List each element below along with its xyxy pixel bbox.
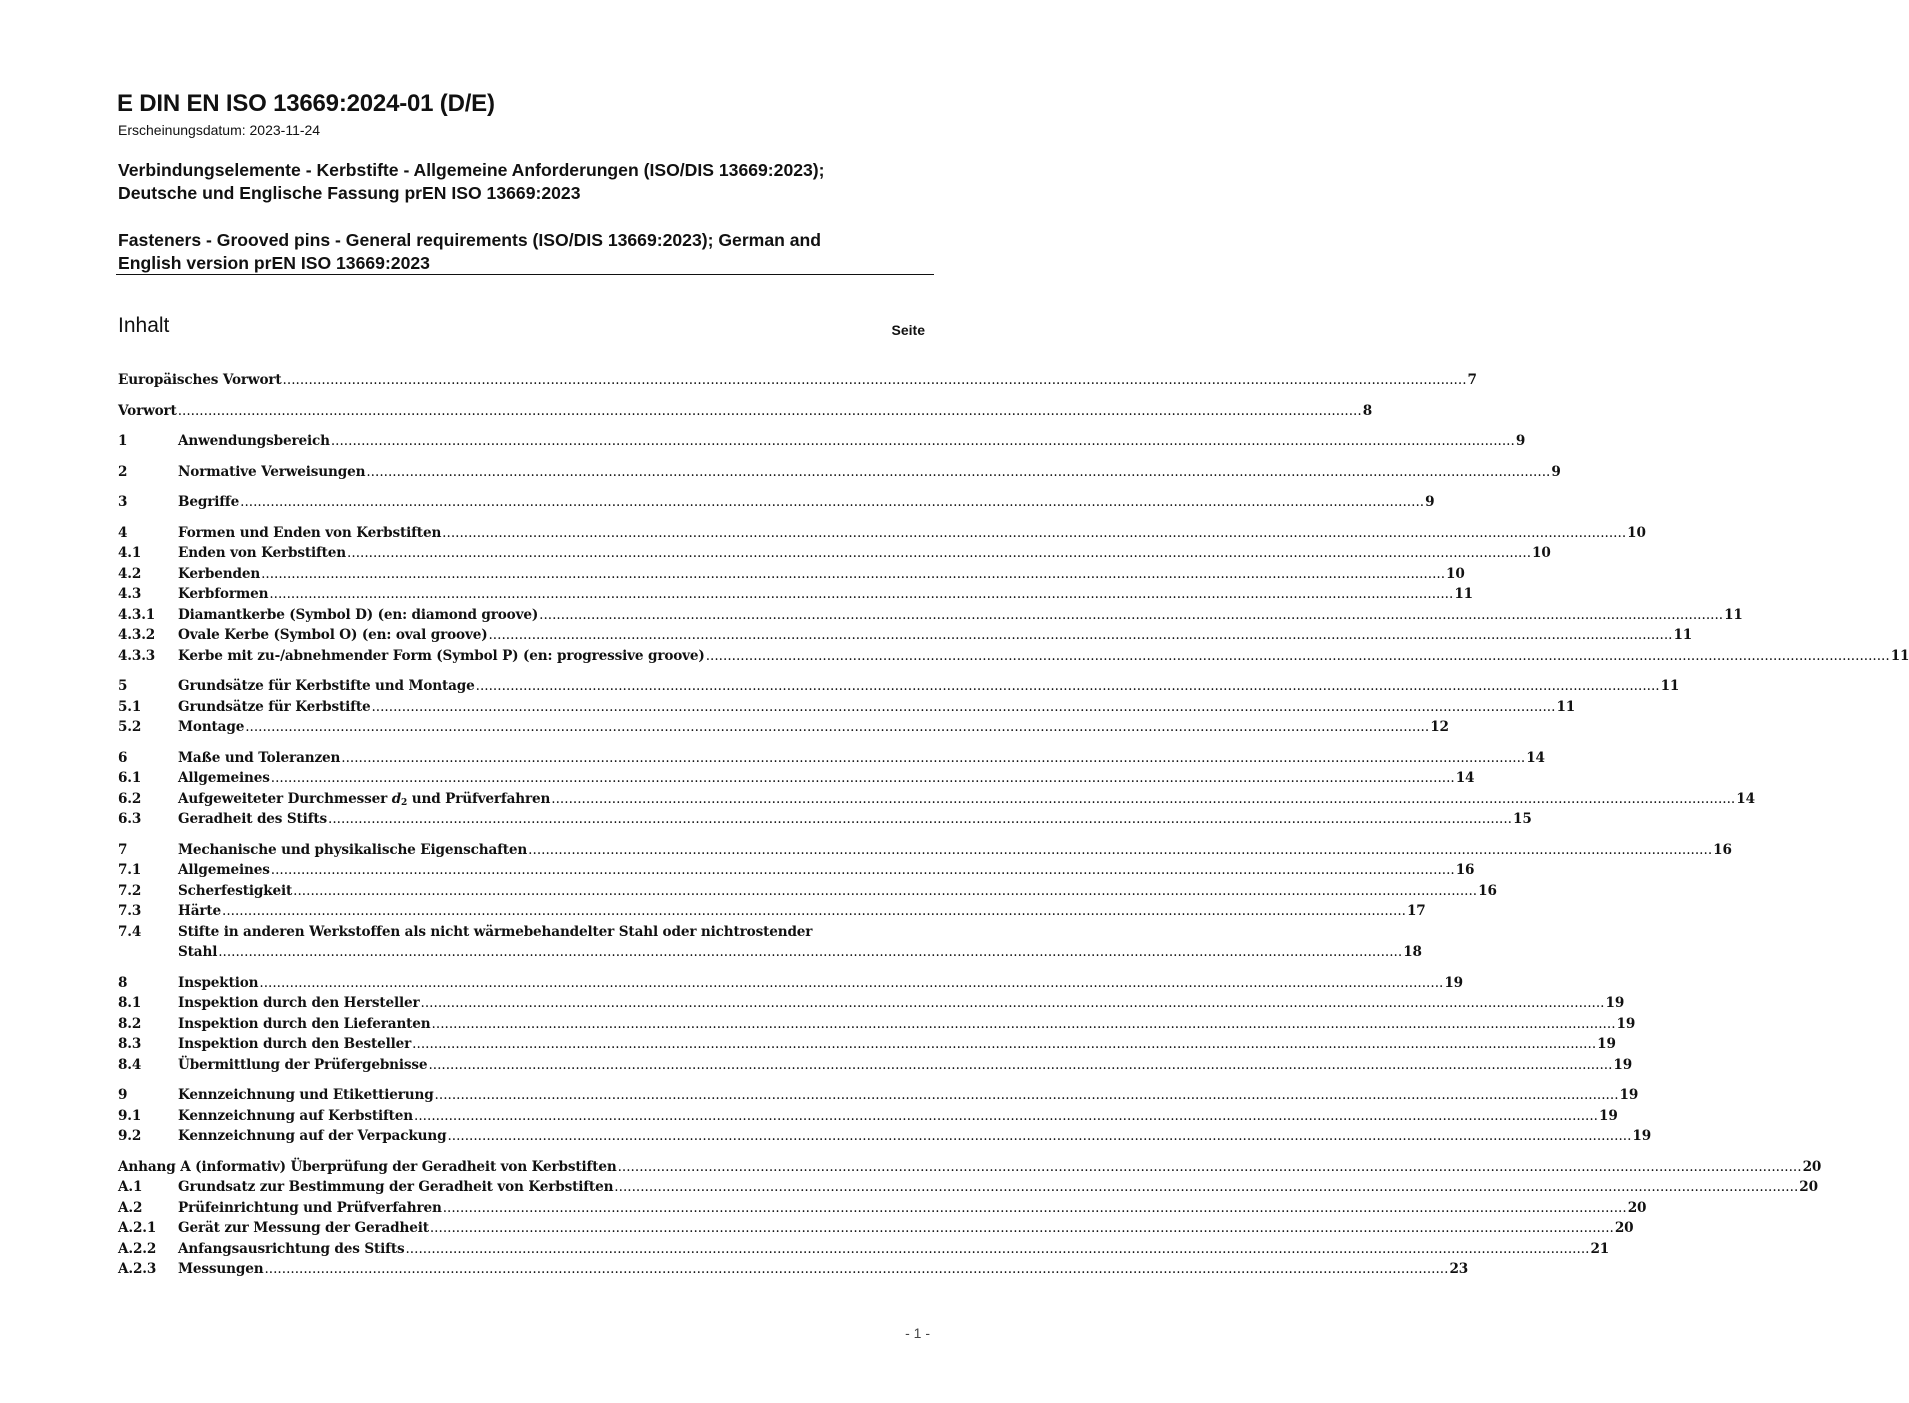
toc-entry-title: Gerät zur Messung der Geradheit [178,1220,429,1236]
toc-entry-body [178,1085,1639,1106]
toc-entry-number: 1 [118,433,128,449]
toc-entry-body [178,1177,1818,1198]
toc-page-column-label: Seite [891,322,925,338]
toc-entry-title: Normative Verweisungen [178,463,366,480]
toc-entry-number: 8.1 [118,995,142,1011]
toc-entry-page: 9 [1551,463,1561,480]
toc-entry-number: 8 [118,974,128,991]
toc-entry-page: 19 [1444,974,1463,991]
toc-leader-dots [442,523,1626,544]
toc-entry[interactable] [118,1239,1610,1260]
toc-entry-page: 19 [1632,1128,1652,1144]
toc-entry-title: Inspektion [178,974,259,991]
toc-entry-title: Kennzeichnung und Etikettierung [178,1087,434,1103]
toc-leader-dots [421,993,1605,1014]
toc-entry-body [178,1259,1469,1280]
toc-entry-page: 16 [1478,882,1497,899]
toc-leader-dots [293,881,1477,902]
toc-entry-body [178,881,1497,902]
toc-entry-body [178,605,1743,626]
toc-entry-number: 8.4 [118,1056,142,1073]
toc-entry-page: 11 [1673,627,1693,643]
toc-leader-dots [331,431,1515,452]
toc-leader-dots [430,1218,1614,1239]
toc-entry-page: 23 [1449,1261,1469,1277]
toc-leader-dots [283,370,1467,391]
toc-entry-number: 5.1 [118,698,142,715]
toc-entry-body [178,768,1475,789]
toc-leader-dots [614,1177,1798,1198]
toc-entry[interactable] [118,881,1497,902]
toc-entry-page: 9 [1515,433,1526,449]
toc-entry-page: 20 [1802,1158,1822,1175]
toc-leader-dots [222,901,1406,922]
page-number: - 1 - [905,1325,930,1341]
toc-entry[interactable] [118,1014,1636,1035]
toc-entry-page: 12 [1430,719,1449,735]
toc-entry-page: 19 [1616,1015,1636,1032]
title-english [118,229,933,275]
toc-entry[interactable] [118,860,1475,881]
toc-entry[interactable] [118,809,1532,830]
toc-entry-number: 6 [118,749,128,766]
toc-entry-page: 20 [1614,1220,1634,1236]
toc-entry-title: Vorwort [118,402,177,419]
toc-entry-page: 7 [1467,372,1477,388]
toc-entry-page: 11 [1660,678,1680,694]
toc-entry-body [178,1126,1652,1147]
toc-title-part: und Prüfverfahren [407,790,551,807]
toc-entry-body [178,922,1422,963]
toc-leader-dots [539,605,1723,626]
toc-entry-title: Härte [178,903,221,919]
toc-entry[interactable] [118,1106,1618,1127]
toc-leader-dots [412,1034,1596,1055]
toc-leader-dots [488,625,1672,646]
toc-entry-number: A.1 [118,1179,143,1195]
toc-entry-body [178,564,1465,585]
toc-entry-page: 19 [1597,1036,1616,1052]
toc-entry[interactable] [118,523,1646,544]
toc-entry[interactable] [118,370,1477,391]
toc-entry-body [178,973,1463,994]
title-german-line-1: Verbindungselemente - Kerbstifte - Allgemeine Anforderungen (ISO/DIS 13669:2023); [118,160,825,180]
toc-entry-title: Anfangsausrichtung des Stifts [178,1240,405,1257]
toc-heading: Inhalt [118,314,170,337]
toc-entry[interactable] [118,768,1475,789]
toc-leader-dots [528,840,1712,861]
toc-entry-body [178,1218,1634,1239]
toc-leader-dots [551,789,1735,810]
table-of-contents [118,370,1909,1280]
toc-leader-dots [447,1126,1631,1147]
toc-entry-title: Enden von Kerbstiften [178,545,347,561]
toc-entry-body [178,523,1646,544]
toc-entry-number: 4.3.1 [118,606,156,623]
toc-entry-page: 11 [1556,698,1576,715]
toc-entry-number: 4.3.3 [118,647,156,664]
toc-entry-body [178,646,1909,667]
toc-leader-dots [218,942,1402,963]
toc-entry-title: Scherfestigkeit [178,882,293,899]
toc-entry-body [178,748,1545,769]
toc-entry-number: 4.3.2 [118,627,156,643]
toc-entry-number: 4.2 [118,565,142,582]
toc-entry-page: 14 [1736,790,1755,807]
toc-entry-page: 8 [1362,402,1372,419]
toc-entry[interactable] [118,717,1449,738]
toc-entry-title: Allgemeines [178,862,270,878]
toc-leader-dots [347,543,1531,564]
toc-leader-dots [366,462,1550,483]
toc-leader-dots [435,1085,1619,1106]
toc-entry-number: 7.2 [118,882,142,899]
toc-entry[interactable] [118,1055,1633,1076]
toc-entry-title: Inspektion durch den Besteller [178,1036,412,1052]
toc-entry[interactable] [118,922,1422,963]
toc-entry-body [178,1034,1616,1055]
toc-entry-body [178,431,1526,452]
toc-entry-page: 14 [1455,770,1475,786]
toc-entry-page: 16 [1455,862,1475,878]
toc-entry-number: 5 [118,678,128,694]
toc-entry-number: A.2.3 [118,1261,157,1277]
toc-entry[interactable] [118,1085,1639,1106]
toc-entry-number: 9.2 [118,1128,142,1144]
toc-entry[interactable] [118,584,1473,605]
toc-entry-number: 9 [118,1087,128,1103]
toc-entry-title: Kennzeichnung auf Kerbstiften [178,1107,414,1124]
toc-entry-page: 15 [1513,811,1532,827]
toc-entry-title: Maße und Toleranzen [178,749,341,766]
toc-entry-page: 16 [1713,841,1732,858]
toc-entry-title: Inspektion durch den Hersteller [178,995,420,1011]
toc-entry[interactable] [118,625,1693,646]
toc-entry-body [178,1239,1610,1260]
toc-entry-body [178,462,1561,483]
toc-entry-title: Kerbe mit zu-/abnehmender Form (Symbol P) (en: progressive groove) [178,647,705,664]
toc-entry-title: Formen und Enden von Kerbstiften [178,524,442,541]
toc-entry-page: 21 [1590,1240,1610,1257]
toc-entry-body [178,901,1426,922]
toc-entry-title-line-2: Stahl [178,944,218,960]
toc-entry-number: 7.4 [118,923,142,940]
toc-entry[interactable] [118,1218,1634,1239]
title-german-line-2: Deutsche und Englische Fassung prEN ISO 13669:2023 [118,183,581,203]
toc-entry-page: 11 [1890,647,1909,664]
toc-annex-title-text: Überprüfung der Geradheit von Kerbstiften [290,1158,617,1175]
toc-entry-body [178,676,1680,697]
toc-entry-page: 19 [1605,995,1625,1011]
toc-entry[interactable] [118,1259,1469,1280]
toc-entry[interactable] [118,1177,1818,1198]
publication-date: Erscheinungsdatum: 2023-11-24 [118,122,321,138]
toc-title-variable: d [391,790,402,807]
toc-entry-body [178,1198,1647,1219]
toc-entry-body [178,809,1532,830]
toc-entry[interactable] [118,646,1909,667]
toc-entry-title: Mechanische und physikalische Eigenschaften [178,841,528,858]
toc-entry-page: 9 [1425,494,1435,510]
toc-entry-number: 2 [118,463,128,480]
title-divider [116,274,934,275]
toc-entry-title: Diamantkerbe (Symbol D) (en: diamond groove) [178,606,539,623]
toc-leader-dots [245,717,1429,738]
toc-entry-number: A.2.2 [118,1240,157,1257]
toc-entry[interactable] [118,564,1465,585]
toc-entry-title: Montage [178,719,245,735]
toc-entry[interactable] [118,1157,1822,1178]
toc-leader-dots [618,1157,1802,1178]
toc-entry-body [178,1106,1618,1127]
toc-entry-body [178,860,1475,881]
toc-entry-number: 6.2 [118,790,142,807]
toc-entry-body [178,840,1732,861]
toc-entry-number: 4 [118,524,128,541]
toc-entry-title: Kennzeichnung auf der Verpackung [178,1128,447,1144]
toc-leader-dots [443,1198,1627,1219]
toc-entry-page: 14 [1526,749,1545,766]
title-english-line-1: Fasteners - Grooved pins - General requirements (ISO/DIS 13669:2023); German and [118,230,822,250]
toc-entry-body [118,401,1372,422]
toc-entry-title: Inspektion durch den Lieferanten [178,1015,431,1032]
toc-entry[interactable] [118,543,1551,564]
toc-entry-page: 17 [1406,903,1426,919]
toc-entry[interactable] [118,492,1435,513]
toc-entry-title: Geradheit des Stifts [178,811,328,827]
document-id: E DIN EN ISO 13669:2024-01 (D/E) [117,90,495,117]
toc-entry[interactable] [118,605,1743,626]
toc-entry-page: 11 [1724,606,1743,623]
toc-entry-body [178,717,1449,738]
toc-leader-dots [264,1259,1448,1280]
toc-entry-body [178,492,1435,513]
toc-leader-dots [261,564,1445,585]
toc-entry-page: 10 [1446,565,1465,582]
toc-entry-title: Europäisches Vorwort [118,372,282,388]
toc-entry-title: Ovale Kerbe (Symbol O) (en: oval groove) [178,627,488,643]
toc-entry[interactable] [118,462,1561,483]
toc-entry-title: Prüfeinrichtung und Prüfverfahren [178,1199,442,1216]
toc-leader-dots [476,676,1660,697]
toc-leader-dots [271,768,1455,789]
toc-entry-number: 4.1 [118,545,142,561]
toc-entry[interactable] [118,1198,1647,1219]
toc-entry-number: 7.3 [118,903,142,919]
toc-entry-number: 7 [118,841,128,858]
toc-leader-dots [706,646,1890,667]
toc-entry-body [118,370,1477,391]
toc-entry-page: 18 [1403,944,1422,960]
toc-entry[interactable] [118,840,1732,861]
toc-leader-dots [178,401,1362,422]
toc-leader-dots [271,860,1455,881]
toc-entry-title-line-1: Stifte in anderen Werkstoffen als nicht wärmebehandelter Stahl oder nichtrostender [178,923,813,940]
toc-annex-label: Anhang A (informativ) [118,1158,286,1175]
toc-leader-dots [432,1014,1616,1035]
toc-entry-body [178,625,1693,646]
toc-entry-number: A.2.1 [118,1220,157,1236]
toc-entry-page: 20 [1799,1179,1818,1195]
toc-entry-number: 7.1 [118,862,142,878]
toc-entry[interactable] [118,401,1372,422]
toc-entry[interactable] [118,993,1625,1014]
toc-entry-number: 6.3 [118,811,142,827]
toc-entry-title [118,1157,617,1178]
toc-entry[interactable] [118,697,1576,718]
toc-entry-page: 19 [1613,1056,1633,1073]
toc-entry-number: 4.3 [118,586,142,602]
toc-entry-number: 3 [118,494,128,510]
toc-entry-page: 20 [1627,1199,1647,1216]
toc-entry[interactable] [118,789,1755,810]
toc-leader-dots [405,1239,1589,1260]
toc-entry-title: Anwendungsbereich [178,433,330,449]
toc-entry-body [178,697,1576,718]
toc-entry-number: 9.1 [118,1107,142,1124]
toc-entry-body [178,1014,1636,1035]
toc-entry-title: Kerbformen [178,586,269,602]
toc-entry-page: 10 [1627,524,1646,541]
toc-leader-dots [259,973,1443,994]
toc-entry-title: Übermittlung der Prüfergebnisse [178,1056,428,1073]
toc-entry-number: 8.2 [118,1015,142,1032]
toc-entry-title-line-2-row [178,942,1422,963]
toc-entry-title: Grundsatz zur Bestimmung der Geradheit von Kerbstiften [178,1179,614,1195]
toc-entry-page: 10 [1532,545,1551,561]
toc-entry-body [178,993,1625,1014]
toc-title-part: Aufgeweiteter Durchmesser [178,790,392,807]
toc-entry-title: Kerbenden [178,565,261,582]
toc-entry-number: 6.1 [118,770,142,786]
toc-entry-page: 19 [1619,1087,1639,1103]
toc-entry-title: Grundsätze für Kerbstifte [178,698,371,715]
toc-entry-body [178,543,1551,564]
toc-entry-body [178,1055,1633,1076]
toc-entry-number: 5.2 [118,719,142,735]
toc-leader-dots [414,1106,1598,1127]
toc-leader-dots [428,1055,1612,1076]
toc-entry-body [118,1157,1822,1178]
toc-entry-title: Messungen [178,1261,264,1277]
toc-leader-dots [371,697,1555,718]
toc-leader-dots [341,748,1525,769]
toc-entry-title: Begriffe [178,494,240,510]
toc-entry[interactable] [118,1126,1652,1147]
toc-entry[interactable] [118,431,1526,452]
toc-entry-page: 19 [1599,1107,1618,1124]
toc-entry[interactable] [118,748,1545,769]
toc-leader-dots [240,492,1424,513]
toc-entry[interactable] [118,973,1463,994]
toc-entry-number: A.2 [118,1199,143,1216]
toc-entry-number: 8.3 [118,1036,142,1052]
toc-entry-page: 11 [1454,586,1473,602]
toc-entry[interactable] [118,676,1680,697]
title-german [118,159,933,205]
toc-entry-title: Allgemeines [178,770,270,786]
toc-entry-title: Grundsätze für Kerbstifte und Montage [178,678,475,694]
toc-leader-dots [269,584,1453,605]
toc-leader-dots [328,809,1512,830]
title-english-line-2: English version prEN ISO 13669:2023 [118,253,430,273]
toc-title-subscript: 2 [401,797,408,808]
toc-entry[interactable] [118,1034,1616,1055]
toc-entry-body [178,584,1473,605]
toc-entry[interactable] [118,901,1426,922]
